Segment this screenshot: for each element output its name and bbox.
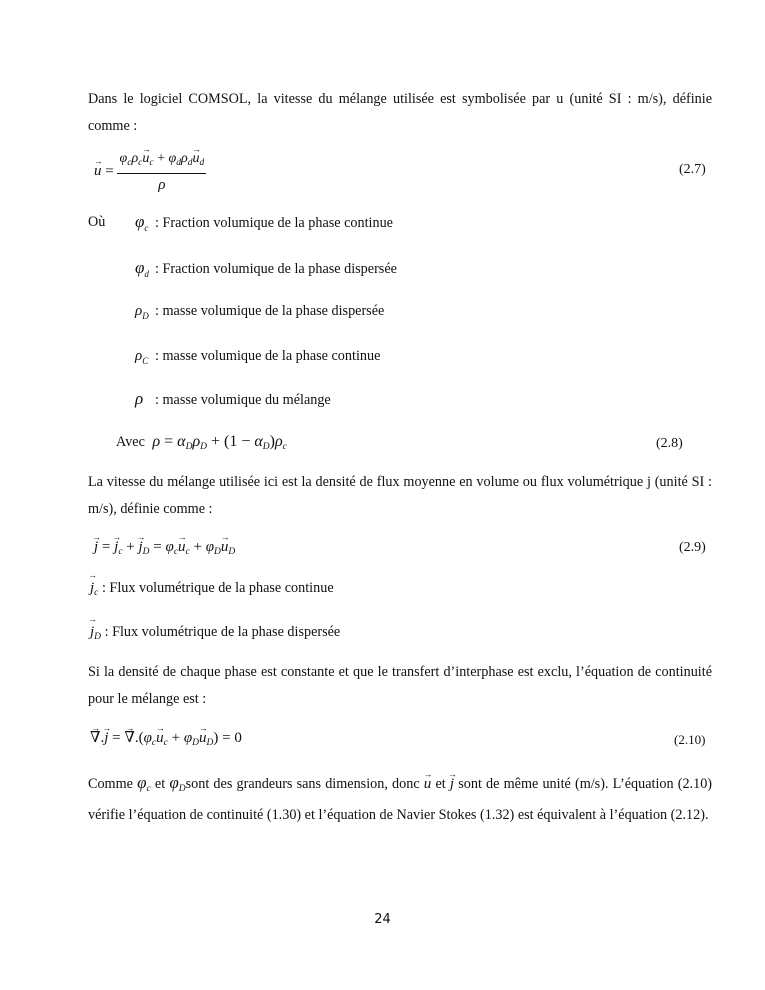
text-fragment: sont de même unité (m/s). L’équation (2.10) vérifie l’équation de continuité (1.30) et l’équation de Navier Stokes (1.32) est équivalent à l’équation (2.12). (88, 776, 713, 823)
definition-j-c: → $j_c$ : Flux volumétrique de la phase continue (90, 580, 334, 598)
flux-paragraph: La vitesse du mélange utilisée ici est la densité de flux moyenne en volume ou flux volumétrique j (unité SI : m/s), définie comme : (88, 474, 712, 517)
definition-text: : Fraction volumique de la phase continue (155, 215, 393, 231)
definition-phi-d: $\varphi_d$ : Fraction volumique de la phase dispersée (135, 258, 397, 279)
definition-text: : masse volumique de la phase dispersée (155, 303, 385, 319)
definition-text: : masse volumique du mélange (155, 392, 331, 408)
definition-rho: ρ : masse volumique du mélange (135, 389, 331, 408)
definition-phi-c: $\varphi_c$ : Fraction volumique de la phase continue (135, 212, 393, 233)
equation-2-10: → ∇.→ j = → $\nabla.(\varphi_c\to u_c + \varphi_D\to u_D) = 0$ (90, 729, 242, 752)
definition-text: : Fraction volumique de la phase dispersée (155, 261, 397, 277)
equation-number-2-8: (2.8) (656, 436, 683, 451)
equation-2-9: → j = → $j_c$ + → $j_D = \varphi_c\to u_c + \varphi_D\to u_D$ (94, 538, 235, 561)
equation-number-2-7: (2.7) (679, 162, 706, 177)
page-number: 24 (374, 912, 391, 927)
definition-rho-d: $\rho_D$ : masse volumique de la phase dispersée (135, 303, 385, 321)
definition-text: : Flux volumétrique de la phase continue (101, 580, 334, 596)
text-fragment: et (154, 776, 166, 792)
equation-number-2-9: (2.9) (679, 540, 706, 555)
equation-prefix: Avec (116, 434, 145, 450)
definition-text: : Flux volumétrique de la phase dispersée (104, 624, 341, 640)
conclusion-paragraph: Comme $\varphi_c$ et $\varphi_Dsont$ des grandeurs sans dimension, donc → u et → j sont de même unité (m/s). L’équation (2.10) vérifie l’équation de continuité (1.30) et l’équation de Navier Stokes (1.32) est équivalent à l’équation (2.12). (88, 770, 712, 828)
equation-2-7: → u = $\frac{\varphi_c\rho_c\to u_c + \varphi_d\rho_d\to u_d}{\rho}$ (94, 150, 206, 194)
text-fragment: et (435, 776, 446, 792)
definition-rho-c: $\rho_C$ : masse volumique de la phase continue (135, 348, 381, 366)
definition-j-d: → $j_D$ : Flux volumétrique de la phase dispersée (90, 624, 340, 642)
text-fragment: sont des grandeurs sans dimension, donc (185, 776, 420, 792)
definition-text: : masse volumique de la phase continue (155, 348, 381, 364)
equation-2-8: Avec $\rho = \alpha_D\rho_D + (1 - \alpha_D)\rho_c$ (116, 433, 287, 452)
equation-number-2-10: (2.10) (674, 732, 706, 747)
intro-paragraph: Dans le logiciel COMSOL, la vitesse du mélange utilisée est symbolisée par u (unité SI : m/s), définie comme : (88, 91, 712, 134)
continuity-paragraph: Si la densité de chaque phase est constante et que le transfert d’interphase est exclu, l’équation de continuité pour le mélange est : (88, 664, 712, 707)
definitions-label: Où (88, 214, 106, 230)
text-fragment: Comme (88, 776, 133, 792)
